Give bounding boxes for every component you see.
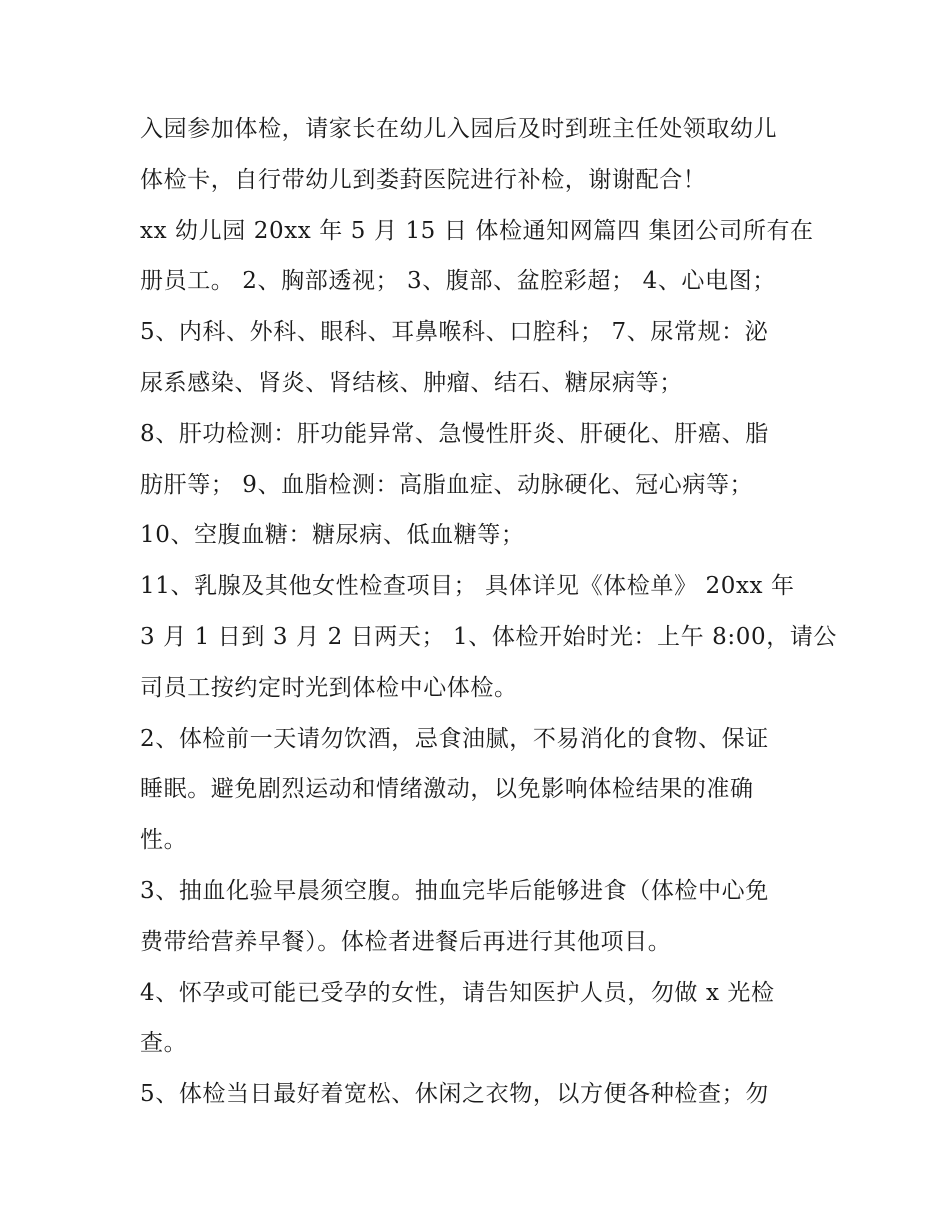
text-line: 10、空腹血糖：糖尿病、低血糖等； [140,522,525,549]
text-line: 3 月 1 日到 3 月 2 日两天； 1、体检开始时光：上午 8:00，请公 [140,623,838,650]
text-line: 8、肝功检测：肝功能异常、急慢性肝炎、肝硬化、肝癌、脂 [140,420,769,447]
text-line: 肪肝等； 9、血脂检测：高脂血症、动脉硬化、冠心病等； [140,471,754,498]
text-line: 性。 [140,827,188,854]
text-line: 查。 [140,1030,188,1057]
text-line: 4、怀孕或可能已受孕的女性，请告知医护人员，勿做 x 光检 [140,979,775,1006]
text-line: 5、内科、外科、眼科、耳鼻喉科、口腔科； 7、尿常规：泌 [140,319,769,346]
text-line: 司员工按约定时光到体检中心体检。 [140,674,518,701]
text-line: 入园参加体检，请家长在幼儿入园后及时到班主任处领取幼儿 [140,116,778,142]
text-line: 2、体检前一天请勿饮酒，忌食油腻，不易消化的食物、保证 [140,725,769,752]
document-body [140,104,838,1120]
text-line: 5、体检当日最好着宽松、休闲之衣物，以方便各种检查；勿 [140,1081,769,1108]
text-line: 11、乳腺及其他女性检查项目； 具体详见《体检单》 20xx 年 [140,573,795,600]
text-line: xx 幼儿园 20xx 年 5 月 15 日 体检通知网篇四 集团公司所有在 [140,217,814,244]
text-line: 睡眠。避免剧烈运动和情绪激动，以免影响体检结果的准确 [140,776,754,803]
text-line: 体检卡，自行带幼儿到娄葑医院进行补检，谢谢配合！ [140,166,707,193]
text-line: 3、抽血化验早晨须空腹。抽血完毕后能够进食（体检中心免 [140,877,769,904]
text-line: 尿系感染、肾炎、肾结核、肿瘤、结石、糖尿病等； [140,369,683,396]
text-line: 费带给营养早餐）。体检者进餐后再进行其他项目。 [140,928,672,955]
text-line: 册员工。 2、胸部透视； 3、腹部、盆腔彩超； 4、心电图； [140,268,776,295]
